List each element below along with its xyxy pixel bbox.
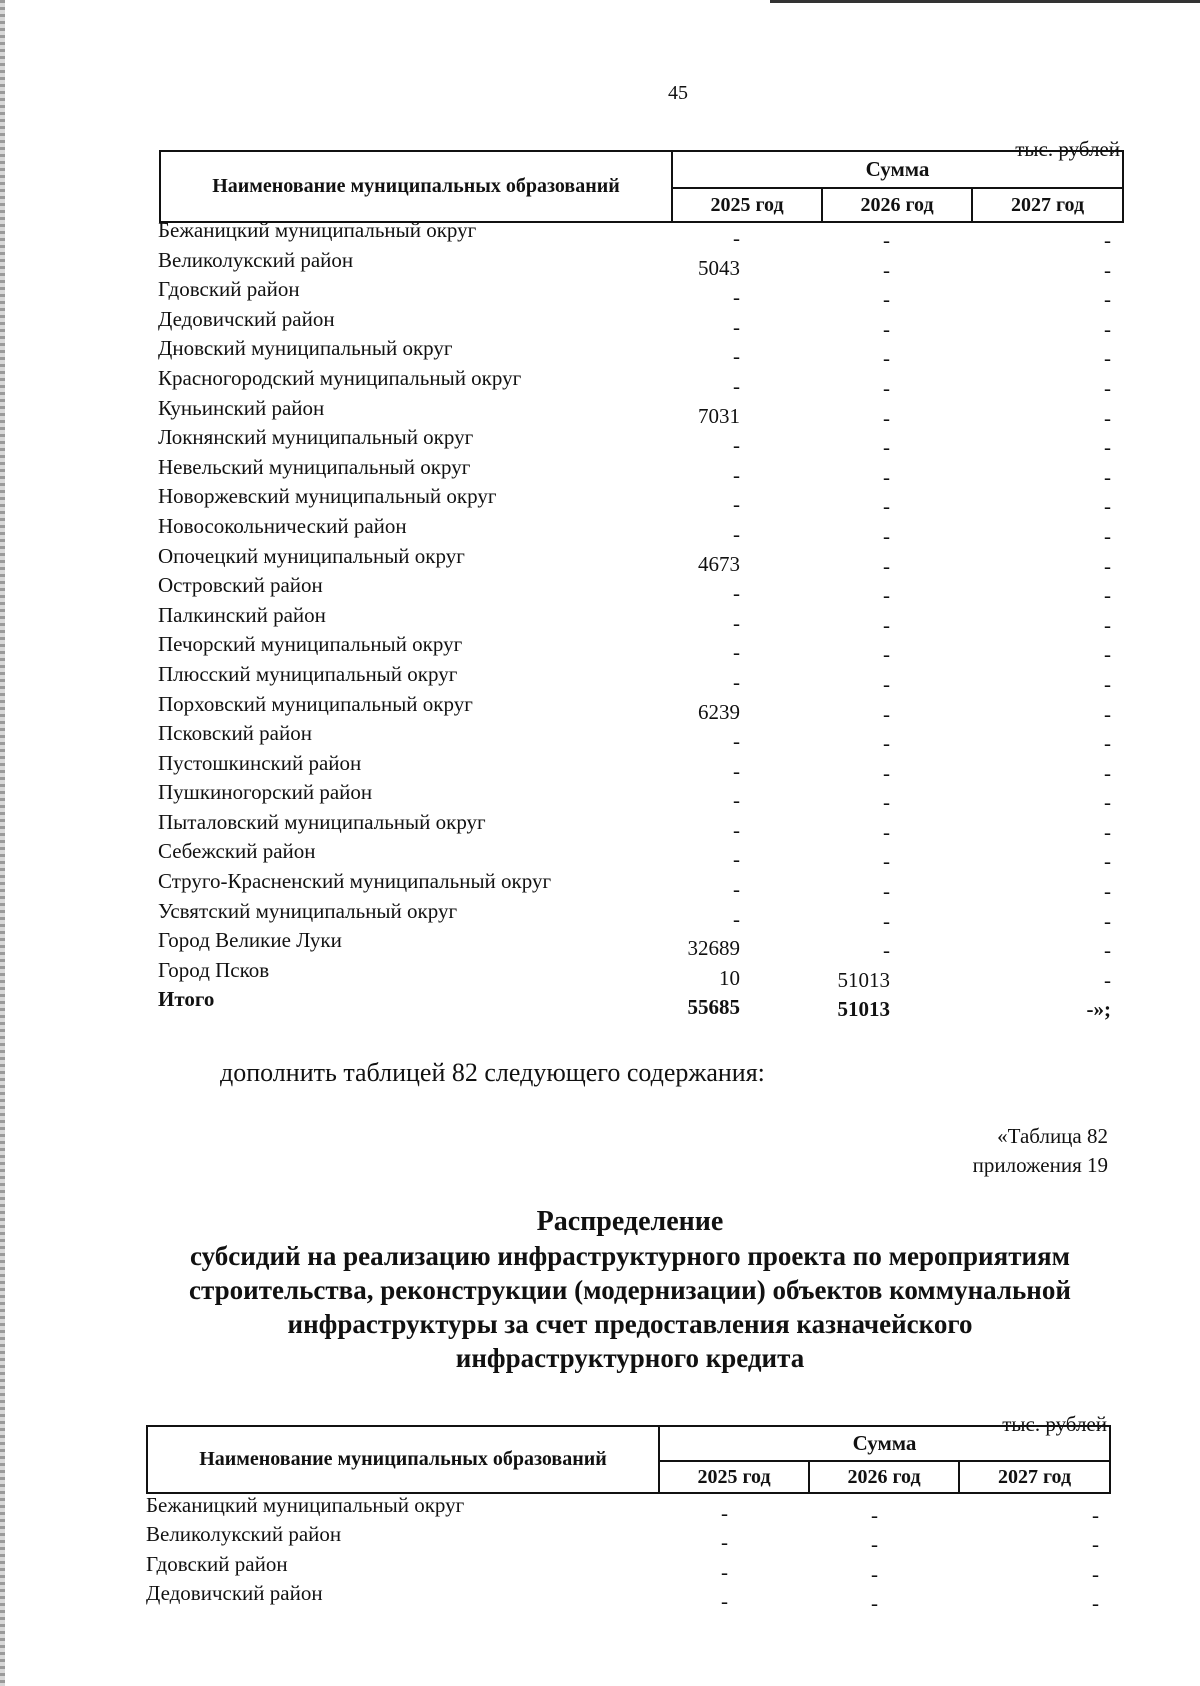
table-row (158, 661, 1118, 696)
value-2026: - (871, 1503, 878, 1527)
municipality-name: Палкинский район (158, 602, 326, 627)
value-2026: - (883, 287, 890, 312)
table-row (158, 425, 1118, 460)
municipality-name: Пушкиногорский район (158, 780, 373, 805)
municipality-name: Бежаницкий муниципальный округ (158, 218, 477, 242)
table-row (158, 336, 1118, 371)
table-row (158, 721, 1118, 756)
table-row (158, 602, 1118, 637)
municipality-name: Порховский муниципальный округ (158, 691, 473, 716)
value-2026: - (883, 790, 890, 815)
value-2026: - (883, 583, 890, 608)
table-row (158, 869, 1118, 904)
table1-year-2026-header: 2026 год (822, 188, 972, 222)
table-row (146, 1580, 1106, 1615)
value-2025: - (733, 285, 740, 310)
table-row (158, 395, 1118, 430)
title-line-4: инфраструктуры за счет предоставления казначейского (287, 1309, 973, 1339)
table-row (158, 750, 1118, 785)
value-2027: - (1092, 1532, 1099, 1557)
scan-top-edge (770, 0, 1200, 3)
table2-year-2027-header: 2027 год (959, 1461, 1110, 1493)
page-number: 45 (668, 82, 688, 104)
table-row (158, 632, 1118, 667)
table-row (158, 957, 1118, 992)
value-2027: - (1104, 849, 1111, 874)
value-2025: - (733, 314, 740, 339)
title-line-3: строительства, реконструкции (модернизации) объектов коммунальной (189, 1275, 1071, 1305)
value-2026: - (871, 1532, 878, 1557)
municipality-name: Город Великие Луки (158, 928, 342, 953)
table1-year-2025-header: 2025 год (672, 188, 822, 222)
value-2026: - (883, 435, 890, 460)
value-2027: - (1104, 938, 1111, 963)
value-2027: - (1104, 879, 1111, 904)
value-2027: - (1104, 346, 1111, 371)
table-row (146, 1522, 1106, 1557)
value-2027: - (1104, 228, 1111, 252)
value-2025: - (733, 521, 740, 546)
municipality-name: Псковский район (158, 721, 312, 746)
municipality-name: Дедовичский район (158, 306, 335, 331)
value-2027: - (1104, 553, 1111, 578)
value-2025: - (733, 373, 740, 398)
municipality-name: Гдовский район (146, 1551, 288, 1576)
table2-unit: тыс. рублей (1002, 1412, 1107, 1436)
value-2027: - (1104, 819, 1111, 844)
value-2026: - (883, 316, 890, 341)
value-2025: - (733, 462, 740, 487)
value-2025: - (733, 581, 740, 606)
value-2027: - (1104, 494, 1111, 519)
table-row (158, 484, 1118, 519)
municipality-name: Плюсский муниципальный округ (158, 661, 458, 686)
value-2026: - (883, 701, 890, 726)
municipality-name: Новосокольнический район (158, 513, 407, 538)
table-row (158, 839, 1118, 874)
value-2025: - (733, 847, 740, 872)
value-2026: - (883, 228, 890, 252)
municipality-name: Великолукский район (146, 1522, 342, 1547)
municipality-name: Себежский район (158, 839, 316, 864)
table-row (158, 218, 1118, 252)
value-2025: - (733, 906, 740, 931)
value-2025: 4673 (698, 551, 740, 576)
intro-text: дополнить таблицей 82 следующего содержания: (220, 1058, 765, 1087)
table2-body (146, 1493, 1106, 1615)
value-2025: - (721, 1588, 728, 1613)
table-row (158, 277, 1118, 312)
value-2027: - (1104, 612, 1111, 637)
value-2027: - (1104, 967, 1111, 992)
total-label: Итого (158, 987, 215, 1012)
table2-header (146, 1425, 1111, 1494)
table-row (158, 780, 1118, 815)
value-2026: - (883, 908, 890, 933)
value-2027: - (1104, 583, 1111, 608)
value-2026: - (883, 642, 890, 667)
municipality-name: Пустошкинский район (158, 750, 362, 775)
value-2027: - (1104, 731, 1111, 756)
table1-year-2027-header: 2027 год (972, 188, 1123, 222)
value-2027: - (1092, 1561, 1099, 1586)
title-line-2: субсидий на реализацию инфраструктурного проекта по мероприятиям (189, 1241, 1071, 1271)
value-2026: - (883, 375, 890, 400)
value-2026: - (883, 346, 890, 371)
value-2025: 7031 (698, 403, 740, 428)
municipality-name: Куньинский район (158, 395, 325, 420)
table-row (146, 1493, 1106, 1527)
value-2026: - (883, 879, 890, 904)
table1-body (158, 218, 1118, 1022)
municipality-name: Локнянский муниципальный округ (158, 425, 474, 450)
table-row (158, 928, 1118, 963)
table1-sum-header: Сумма (672, 151, 1123, 188)
table2-year-2026-header: 2026 год (809, 1461, 959, 1493)
value-2026: - (883, 938, 890, 963)
municipality-name: Усвятский муниципальный округ (158, 898, 458, 923)
value-2025: - (733, 817, 740, 842)
value-2027: - (1104, 375, 1111, 400)
value-2027: - (1104, 908, 1111, 933)
value-2026: - (883, 553, 890, 578)
table2-sum-header: Сумма (659, 1426, 1110, 1461)
municipality-name: Опочецкий муниципальный округ (158, 543, 465, 568)
value-2026: - (883, 671, 890, 696)
document-title (150, 1205, 1110, 1375)
value-2027: - (1104, 405, 1111, 430)
value-2025: - (733, 877, 740, 902)
value-2026: - (883, 257, 890, 282)
table-row (158, 898, 1118, 933)
title-line-5: инфраструктурного кредита (455, 1343, 805, 1373)
scan-left-edge (0, 0, 5, 1686)
value-2026: - (883, 464, 890, 489)
table2-year-2025-header: 2025 год (659, 1461, 809, 1493)
municipality-name: Новоржевский муниципальный округ (158, 484, 497, 509)
value-2025: 5043 (698, 255, 740, 280)
value-2026: - (871, 1590, 878, 1615)
value-2027: - (1104, 523, 1111, 548)
value-2026: - (883, 612, 890, 637)
value-2025: 10 (719, 965, 740, 990)
value-2027: - (1104, 257, 1111, 282)
value-2025: - (733, 610, 740, 635)
value-2027: - (1104, 790, 1111, 815)
municipality-name: Пыталовский муниципальный округ (158, 809, 486, 834)
table-row (158, 513, 1118, 548)
value-2027: - (1104, 316, 1111, 341)
value-2025: - (733, 226, 740, 250)
table-row (158, 573, 1118, 608)
value-2025: - (733, 640, 740, 665)
value-2027: - (1104, 701, 1111, 726)
value-2027: - (1104, 464, 1111, 489)
table2-name-column-header: Наименование муниципальных образований (147, 1426, 659, 1493)
value-2027: - (1104, 287, 1111, 312)
table-row (158, 454, 1118, 489)
value-2027: - (1092, 1503, 1099, 1527)
municipality-name: Островский район (158, 573, 323, 598)
table1-header (159, 150, 1124, 223)
table-row (158, 809, 1118, 844)
table1-unit: тыс. рублей (1015, 137, 1120, 161)
municipality-name: Невельский муниципальный округ (158, 454, 471, 479)
municipality-name: Великолукский район (158, 247, 354, 272)
value-2025: 32689 (687, 936, 740, 961)
municipality-name: Гдовский район (158, 277, 300, 302)
municipality-name: Красногородский муниципальный округ (158, 365, 522, 390)
municipality-name: Печорский муниципальный округ (158, 632, 463, 657)
value-2026: - (883, 405, 890, 430)
table-total-row (158, 987, 1118, 1022)
value-2026: - (883, 523, 890, 548)
value-2025: - (733, 729, 740, 754)
value-2026: 51013 (837, 997, 890, 1022)
value-2027: - (1104, 435, 1111, 460)
value-2026: - (871, 1561, 878, 1586)
value-2027: - (1092, 1590, 1099, 1615)
table-row (158, 247, 1118, 282)
table-row (146, 1551, 1106, 1586)
municipality-name: Дедовичский район (146, 1580, 323, 1605)
value-2027: - (1104, 760, 1111, 785)
value-2027: -»; (1086, 997, 1111, 1022)
municipality-name: Город Псков (158, 957, 270, 982)
table1-name-column-header: Наименование муниципальных образований (160, 151, 672, 222)
value-2025: - (733, 758, 740, 783)
municipality-name: Дновский муниципальный округ (158, 336, 453, 361)
value-2026: - (883, 849, 890, 874)
value-2025: - (733, 433, 740, 458)
table-reference-appendix: приложения 19 (972, 1153, 1108, 1177)
value-2025: - (733, 492, 740, 517)
value-2025: 6239 (698, 699, 740, 724)
value-2025: - (721, 1501, 728, 1525)
value-2026: - (883, 819, 890, 844)
value-2026: - (883, 731, 890, 756)
table-row (158, 306, 1118, 341)
municipality-name: Струго-Красненский муниципальный округ (158, 869, 552, 894)
value-2027: - (1104, 671, 1111, 696)
value-2025: - (733, 344, 740, 369)
table-row (158, 543, 1118, 578)
value-2025: - (721, 1530, 728, 1555)
value-2026: - (883, 494, 890, 519)
value-2026: 51013 (837, 967, 890, 992)
value-2025: - (733, 788, 740, 813)
title-line-1: Распределение (536, 1206, 724, 1237)
value-2025: - (721, 1559, 728, 1584)
municipality-name: Бежаницкий муниципальный округ (146, 1493, 465, 1517)
value-2026: - (883, 760, 890, 785)
table-row (158, 365, 1118, 400)
table-reference-number: «Таблица 82 (997, 1124, 1108, 1148)
value-2025: 55685 (687, 995, 740, 1020)
table-row (158, 691, 1118, 726)
value-2025: - (733, 669, 740, 694)
value-2027: - (1104, 642, 1111, 667)
